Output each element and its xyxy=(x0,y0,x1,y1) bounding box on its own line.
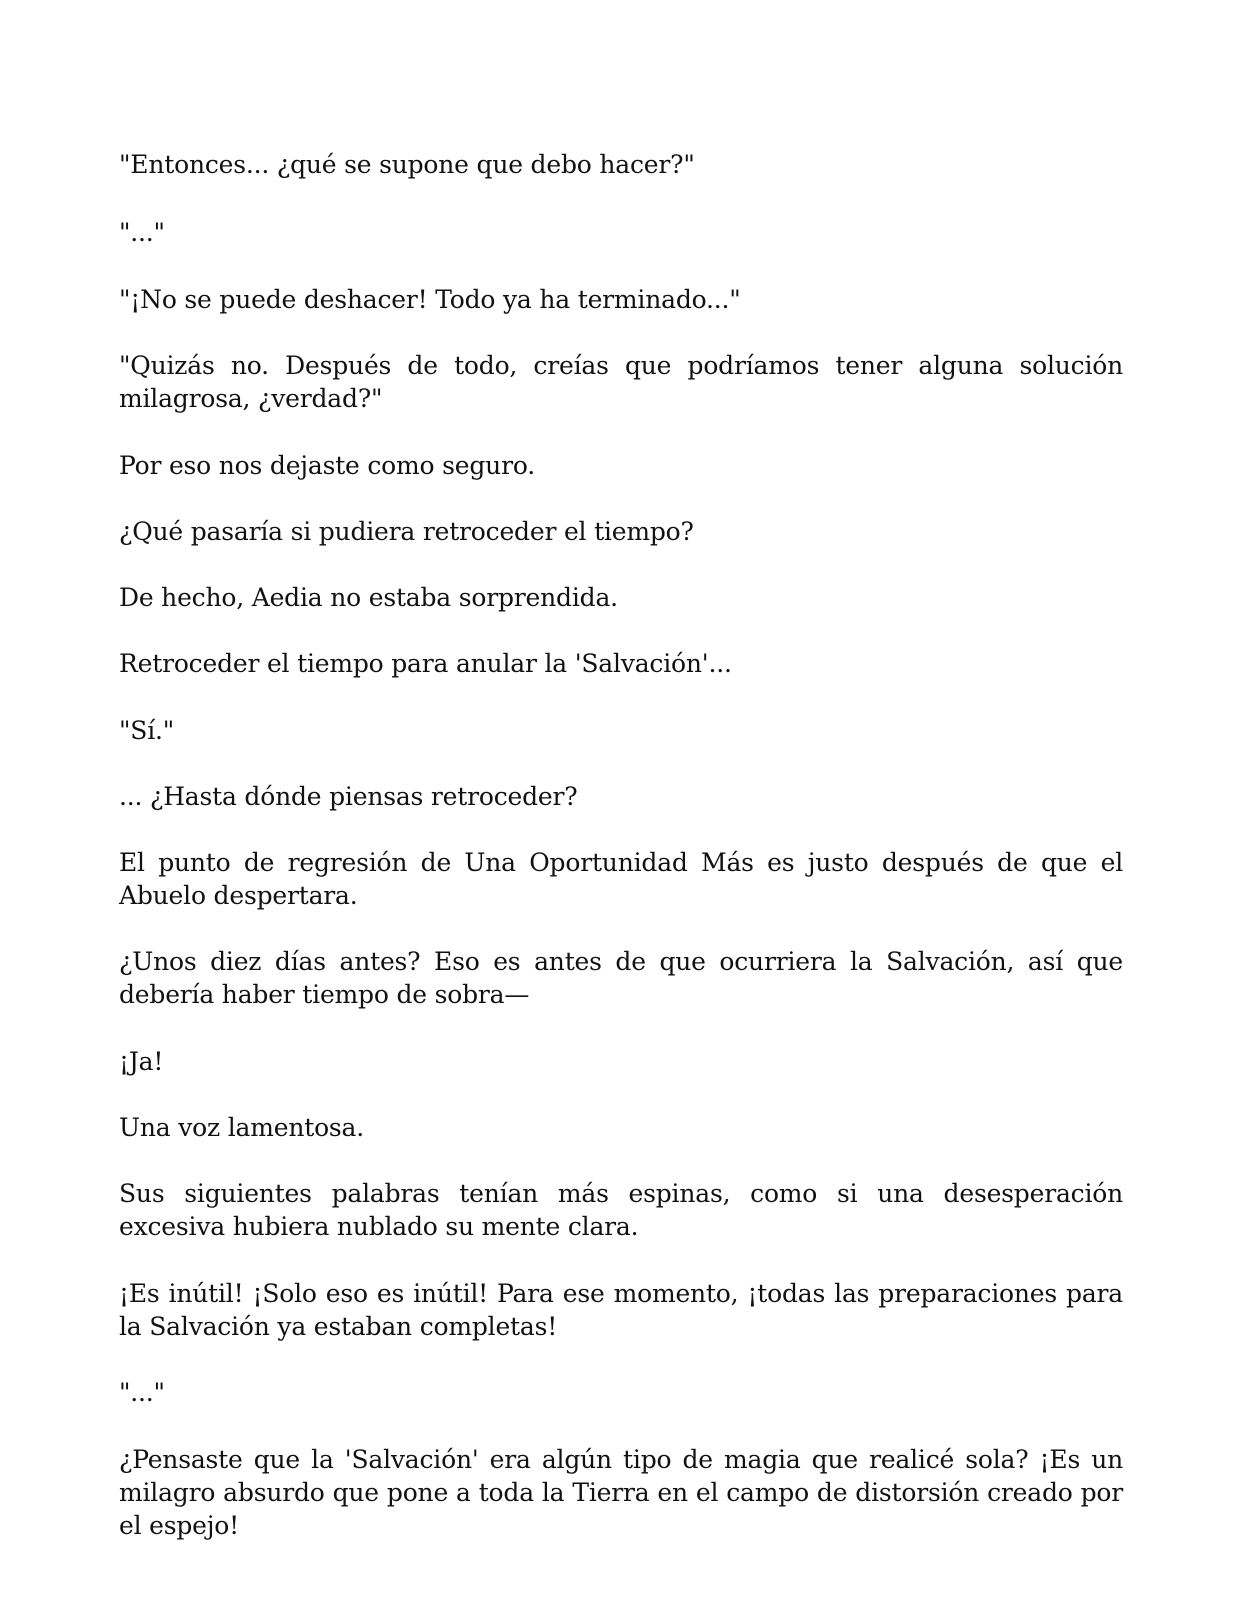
paragraph-15: Sus siguientes palabras tenían más espinas, como si una desesperación excesiva hubiera nublado su mente clara. xyxy=(119,1179,1123,1241)
paragraph-17: "..." xyxy=(119,1378,165,1407)
paragraph-18: ¿Pensaste que la 'Salvación' era algún tipo de magia que realicé sola? ¡Es un milagro absurdo que pone a toda la Tierra en el campo de distorsión creado por el espejo! xyxy=(119,1445,1123,1540)
paragraph-10: ... ¿Hasta dónde piensas retroceder? xyxy=(119,782,578,811)
paragraph-3: "¡No se puede deshacer! Todo ya ha terminado..." xyxy=(119,285,741,314)
paragraph-13: ¡Ja! xyxy=(119,1047,164,1076)
paragraph-2: "..." xyxy=(119,218,165,247)
paragraph-11: El punto de regresión de Una Oportunidad Más es justo después de que el Abuelo despertara. xyxy=(119,848,1123,910)
paragraph-8: Retroceder el tiempo para anular la 'Salvación'... xyxy=(119,649,732,678)
paragraph-12: ¿Unos diez días antes? Eso es antes de que ocurriera la Salvación, así que debería haber tiempo de sobra— xyxy=(119,947,1123,1009)
paragraph-5: Por eso nos dejaste como seguro. xyxy=(119,451,535,480)
paragraph-9: "Sí." xyxy=(119,716,175,745)
paragraph-6: ¿Qué pasaría si pudiera retroceder el tiempo? xyxy=(119,517,694,546)
paragraph-14: Una voz lamentosa. xyxy=(119,1113,364,1142)
paragraph-4: "Quizás no. Después de todo, creías que podríamos tener alguna solución milagrosa, ¿verdad?" xyxy=(119,351,1123,413)
paragraph-1: "Entonces... ¿qué se supone que debo hacer?" xyxy=(119,150,695,179)
paragraph-7: De hecho, Aedia no estaba sorprendida. xyxy=(119,583,618,612)
paragraph-16: ¡Es inútil! ¡Solo eso es inútil! Para ese momento, ¡todas las preparaciones para la Salvación ya estaban completas! xyxy=(119,1279,1123,1341)
